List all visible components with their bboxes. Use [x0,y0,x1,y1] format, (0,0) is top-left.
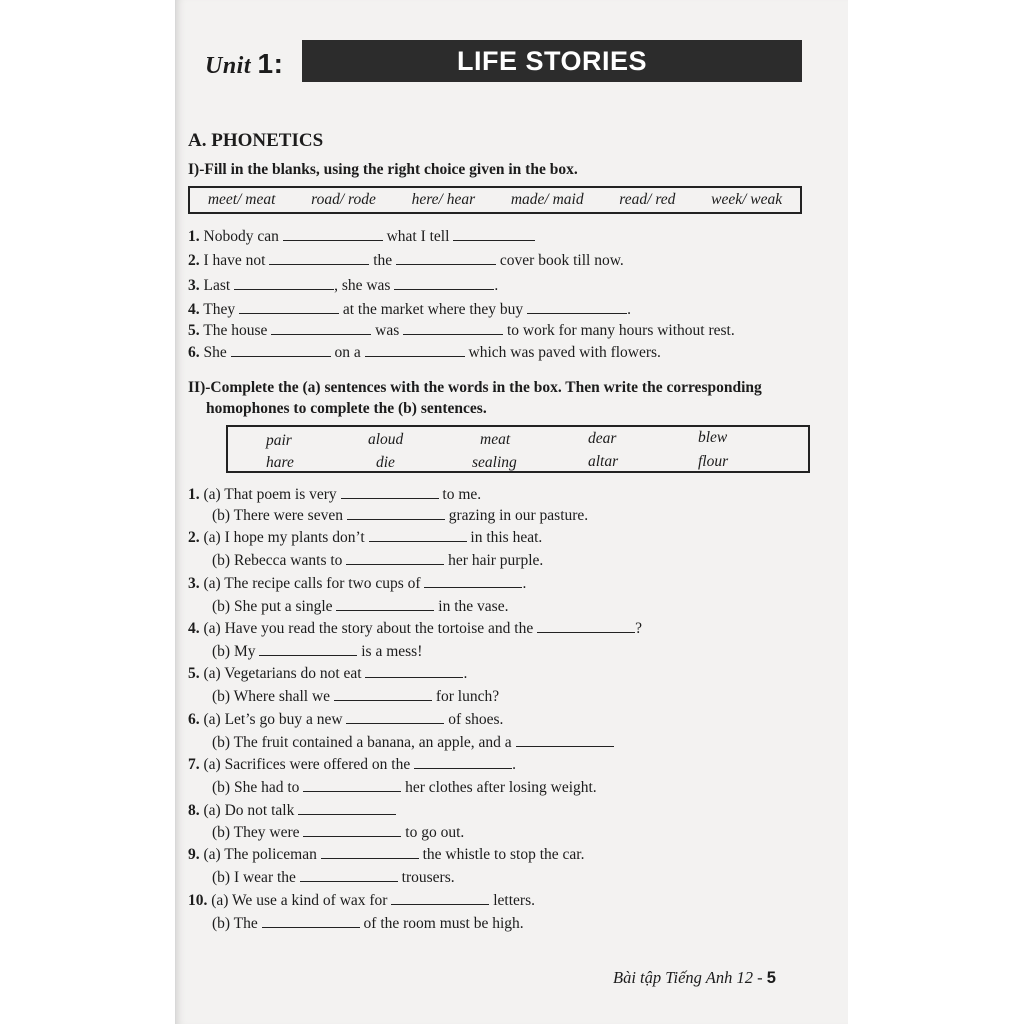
answer-blank[interactable] [391,892,489,905]
word-choice: made/ maid [510,191,584,208]
exercise-2-instruction-cont: homophones to complete the (b) sentences. [206,400,487,417]
word-box-2 [226,425,810,473]
answer-blank[interactable] [269,252,369,265]
exercise-2-item-a: 5. (a) Vegetarians do not eat . [188,665,468,682]
page-number: 5 [766,969,776,987]
answer-blank[interactable] [321,846,419,859]
exercise-1-item: 2. I have not the cover book till now. [188,252,624,269]
box-word: flour [698,453,729,470]
exercise-1-instruction: I)-Fill in the blanks, using the right choice given in the box. [188,161,578,178]
exercise-2-item-b: (b) I wear the trousers. [212,869,455,886]
answer-blank[interactable] [403,322,503,335]
answer-blank[interactable] [259,643,357,656]
answer-blank[interactable] [336,598,434,611]
word-box-1 [188,186,802,214]
word-choice: week/ weak [711,191,783,208]
answer-blank[interactable] [234,277,334,290]
exercise-2-item-b: (b) They were to go out. [212,824,465,841]
box-word: hare [266,454,294,471]
answer-blank[interactable] [369,529,467,542]
exercise-2-instruction: II)-Complete the (a) sentences with the words in the box. Then write the corresponding [188,379,762,396]
box-word: sealing [472,454,517,471]
exercise-2-item-a: 2. (a) I hope my plants don’t in this heat. [188,529,543,546]
answer-blank[interactable] [303,824,401,837]
answer-blank[interactable] [527,301,627,314]
exercise-2-item-b: (b) There were seven grazing in our pasture. [212,507,589,524]
exercise-2-item-a: 7. (a) Sacrifices were offered on the . [188,756,516,773]
exercise-2-item-a: 3. (a) The recipe calls for two cups of . [188,575,527,592]
box-word: dear [588,430,617,447]
unit-title: LIFE STORIES [302,40,802,82]
answer-blank[interactable] [298,802,396,815]
exercise-2-item-a: 1. (a) That poem is very to me. [188,486,482,503]
answer-blank[interactable] [346,552,444,565]
exercise-2-item-b: (b) The fruit contained a banana, an apple, and a [212,734,614,752]
answer-blank[interactable] [271,322,371,335]
exercise-1-item: 5. The house was to work for many hours without rest. [188,322,735,339]
answer-blank[interactable] [239,301,339,314]
exercise-2-item-b: (b) Where shall we for lunch? [212,688,500,705]
word-choice: meet/ meat [207,191,276,208]
answer-blank[interactable] [303,779,401,792]
answer-blank[interactable] [346,711,444,724]
exercise-2-item-a: 8. (a) Do not talk [188,802,396,820]
unit-label [205,48,283,80]
book-title: Bài tập Tiếng Anh 12 - [613,968,767,987]
answer-blank[interactable] [394,277,494,290]
answer-blank[interactable] [424,575,522,588]
exercise-1-item: 6. She on a which was paved with flowers. [188,344,661,361]
answer-blank[interactable] [365,665,463,678]
answer-blank[interactable] [396,252,496,265]
word-choice: read/ red [619,191,676,208]
exercise-2-item-b: (b) My is a mess! [212,643,423,660]
box-word: meat [480,431,511,448]
unit-number: 1: [257,48,284,79]
answer-blank[interactable] [516,734,614,747]
word-choice: road/ rode [311,191,376,208]
answer-blank[interactable] [283,228,383,241]
exercise-2-item-b: (b) She put a single in the vase. [212,598,509,615]
box-word: die [376,454,395,471]
answer-blank[interactable] [347,507,445,520]
exercise-2-item-a: 6. (a) Let’s go buy a new of shoes. [188,711,504,728]
exercise-1-item: 1. Nobody can what I tell [188,228,535,246]
box-word: aloud [368,431,404,448]
answer-blank[interactable] [334,688,432,701]
exercise-1-item: 3. Last , she was . [188,277,499,294]
word-choice: here/ hear [411,191,476,208]
exercise-2-item-b: (b) The of the room must be high. [212,915,524,932]
exercise-2-item-a: 4. (a) Have you read the story about the tortoise and the ? [188,620,642,637]
answer-blank[interactable] [300,869,398,882]
answer-blank[interactable] [414,756,512,769]
exercise-2-item-a: 10. (a) We use a kind of wax for letters. [188,892,535,909]
exercise-2-item-a: 9. (a) The policeman the whistle to stop the car. [188,846,585,863]
box-word: pair [266,432,292,449]
exercise-1-item: 4. They at the market where they buy . [188,301,631,318]
answer-blank[interactable] [365,344,465,357]
answer-blank[interactable] [231,344,331,357]
exercise-2-item-b: (b) Rebecca wants to her hair purple. [212,552,544,569]
box-word: altar [588,453,619,470]
answer-blank[interactable] [537,620,635,633]
answer-blank[interactable] [341,486,439,499]
page-footer [613,968,776,988]
box-word: blew [698,429,728,446]
exercise-2-item-b: (b) She had to her clothes after losing weight. [212,779,597,796]
answer-blank[interactable] [453,228,535,241]
answer-blank[interactable] [262,915,360,928]
section-heading: A. PHONETICS [188,130,324,151]
unit-word: Unit [205,53,252,79]
